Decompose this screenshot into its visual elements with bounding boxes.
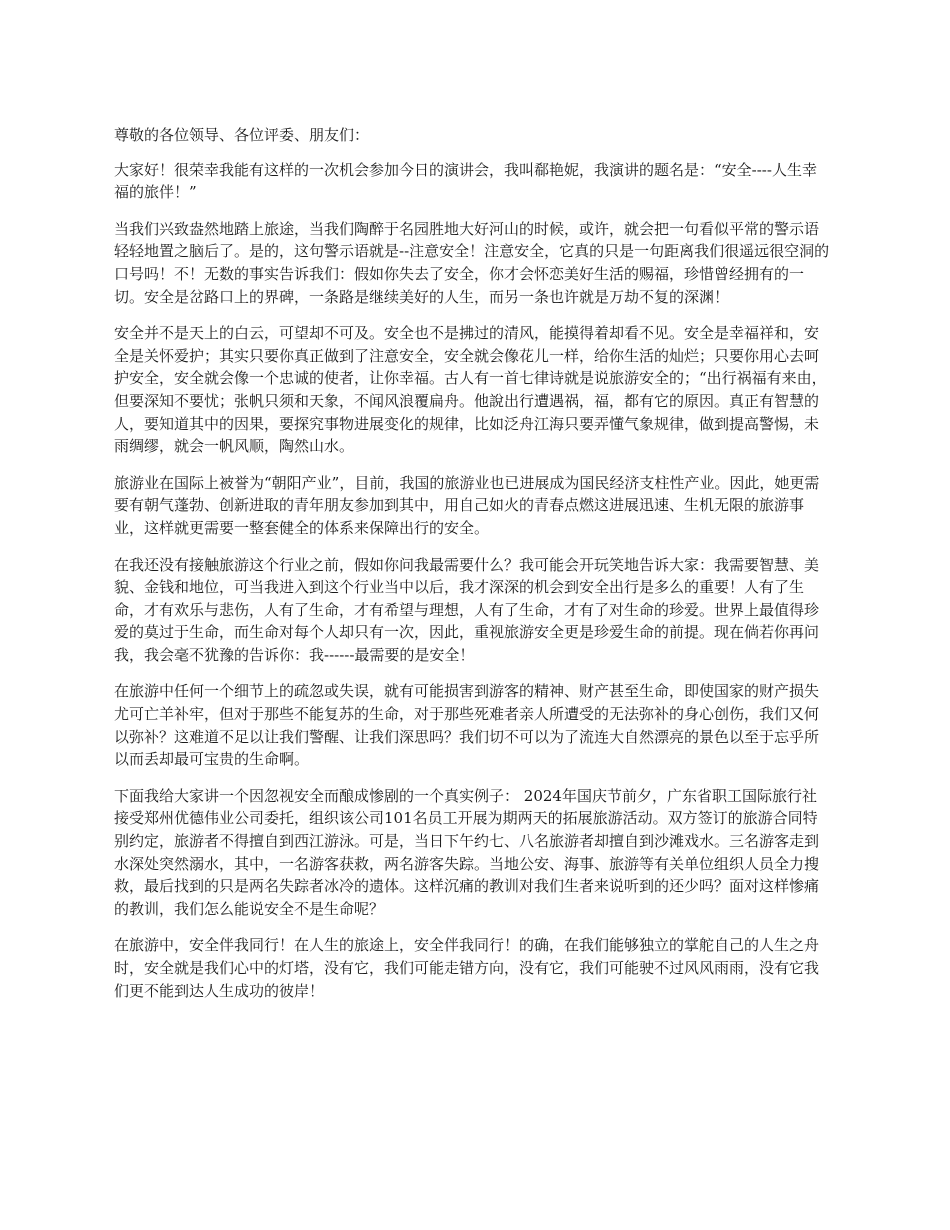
paragraph-what-i-need: 在我还没有接触旅游这个行业之前，假如你问我最需要什么？我可能会开玩笑地告诉大家：我需要智慧、美貌、金钱和地位，可当我进入到这个行业当中以后，我才深深的机会到安全出行是多么的重要！人有了生命，才有欢乐与悲伤，人有了生命，才有希望与理想，人有了生命，才有了对生命的珍爱。世界上最值得珍爱的莫过于生命，而生命对每个人却只有一次，因此，重视旅游安全更是珍爱生命的前提。现在倘若你再问我，我会毫不犹豫的告诉你：我------最需要的是安全！ xyxy=(114,555,820,664)
paragraph-true-story: 下面我给大家讲一个因忽视安全而酿成惨剧的一个真实例子： 2024年国庆节前夕，广东省职工国际旅行社接受郑州优德伟业公司委托，组织该公司101名员工开展为期两天的拓展旅游活动。双方签订的旅游合同特别约定，旅游者不得擅自到西江游泳。可是，当日下午约七、八名旅游者却擅自到沙滩戏水。三名游客走到水深处突然溺水，其中，一名游客获救，两名游客失踪。当地公安、海事、旅游等有关单位组织人员全力搜救，最后找到的只是两名失踪者冰冷的遗体。这样沉痛的教训对我们生者来说听到的还少吗？面对这样惨痛的教训，我们怎么能说安全不是生命呢？ xyxy=(114,786,820,918)
paragraph-journey: 当我们兴致盎然地踏上旅途，当我们陶醉于名园胜地大好河山的时候，或许，就会把一句看似平常的警示语轻轻地置之脑后了。是的，这句警示语就是--注意安全！注意安全，它真的只是一句距离我们很遥远很空洞的口号吗！不！无数的事实告诉我们：假如你失去了安全，你才会怀恋美好生活的赐福，珍惜曾经拥有的一切。安全是岔路口上的界碑，一条路是继续美好的人生，而另一条也许就是万劫不复的深渊！ xyxy=(114,219,830,306)
speech-document xyxy=(114,124,830,1016)
paragraph-greeting: 大家好！很荣幸我能有这样的一次机会参加今日的演讲会，我叫郗艳妮，我演讲的题名是：“安全----人生幸福的旅伴！” xyxy=(114,160,817,202)
paragraph-details: 在旅游中任何一个细节上的疏忽或失误，就有可能损害到游客的精神、财产甚至生命，即使国家的财产损失尤可亡羊补牢，但对于那些不能复苏的生命，对于那些死难者亲人所遭受的无法弥补的身心创伤，我们又何以弥补？这难道不足以让我们警醒、让我们深思吗？我们切不可以为了流连大自然漂亮的景色以至于忘乎所以而丢却最可宝贵的生命啊。 xyxy=(114,682,820,769)
paragraph-conclusion: 在旅游中，安全伴我同行！在人生的旅途上，安全伴我同行！的确，在我们能够独立的掌舵自己的人生之舟时，安全就是我们心中的灯塔，没有它，我们可能走错方向，没有它，我们可能驶不过风风雨雨，没有它我们更不能到达人生成功的彼岸！ xyxy=(114,936,820,1000)
paragraph-safety-meaning: 安全并不是天上的白云，可望却不可及。安全也不是拂过的清风，能摸得着却看不见。安全是幸福祥和，安全是关怀爱护；其实只要你真正做到了注意安全，安全就会像花儿一样，给你生活的灿烂；只要你用心去呵护安全，安全就会像一个忠诚的使者，让你幸福。古人有一首七律诗就是说旅游安全的；“出行祸福有来由，但要深知不要忧；张帆只须和天象，不闻风浪覆扁舟。他說出行遭遇祸，福，都有它的原因。真正有智慧的人，要知道其中的因果，要探究事物进展变化的规律，比如泛舟江海只要弄懂气象规律，做到提高警惕，未雨绸缪，就会一帆风顺，陶然山水。 xyxy=(114,324,827,456)
paragraph-tourism-industry: 旅游业在国际上被誉为“朝阳产业”，目前，我国的旅游业也已进展成为国民经济支柱性产业。因此，她更需要有朝气蓬勃、创新进取的青年朋友参加到其中，用自己如火的青春点燃这进展迅速、生机无限的旅游事业，这样就更需要一整套健全的体系来保障出行的安全。 xyxy=(114,473,820,537)
salutation: 尊敬的各位领导、各位评委、朋友们： xyxy=(114,126,370,144)
